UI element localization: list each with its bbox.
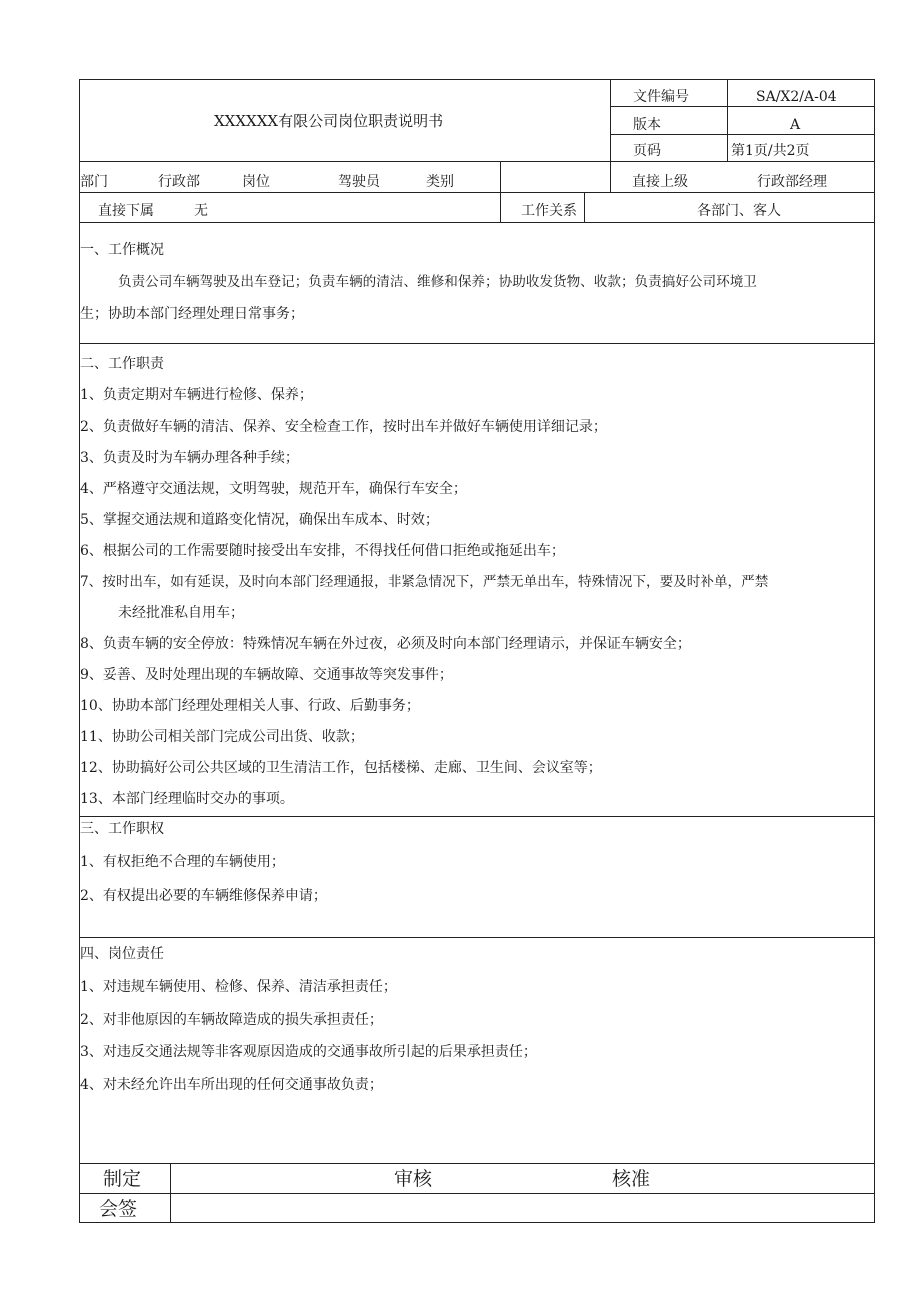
approved-label: 核准 — [612, 1168, 651, 1190]
superior-value: 行政部经理 — [757, 174, 827, 190]
duty-item: 10、协助本部门经理处理相关人事、行政、后勤事务； — [80, 698, 420, 714]
rule — [727, 79, 728, 161]
rule — [79, 222, 875, 223]
reviewed-label: 审核 — [394, 1168, 433, 1190]
rule — [610, 79, 611, 192]
authority-item: 1、有权拒绝不合理的车辆使用； — [80, 854, 285, 870]
duty-item: 3、负责及时为车辆办理各种手续； — [80, 450, 299, 466]
relation-label: 工作关系 — [521, 203, 577, 219]
doc-no-label: 文件编号 — [633, 89, 689, 105]
rule — [79, 192, 875, 193]
rule — [79, 937, 875, 938]
version-value: A — [790, 117, 801, 133]
responsibility-item: 1、对违规车辆使用、检修、保养、清洁承担责任； — [80, 979, 397, 995]
authority-item: 2、有权提出必要的车辆维修保养申请； — [80, 888, 327, 904]
rule — [79, 343, 875, 344]
duty-item: 4、严格遵守交通法规，文明驾驶，规范开车，确保行车安全； — [80, 481, 467, 497]
rule — [79, 816, 875, 817]
duty-item: 7、按时出车，如有延误，及时向本部门经理通报，非紧急情况下，严禁无单出车，特殊情况下，要及时补单，严禁 — [80, 574, 769, 590]
responsibility-heading: 四、岗位责任 — [80, 946, 164, 962]
overview-heading: 一、工作概况 — [80, 242, 164, 258]
countersign-label: 会签 — [99, 1198, 138, 1220]
duty-item: 8、负责车辆的安全停放：特殊情况车辆在外过夜，必须及时向本部门经理请示，并保证车辆安全； — [80, 636, 691, 652]
responsibility-item: 4、对未经允许出车所出现的任何交通事故负责； — [80, 1077, 383, 1093]
page-label: 页码 — [633, 143, 661, 159]
responsibility-item: 2、对非他原因的车辆故障造成的损失承担责任； — [80, 1012, 383, 1028]
dept-label: 部门 — [80, 174, 108, 190]
post-label: 岗位 — [242, 174, 270, 190]
subordinate-value: 无 — [194, 203, 208, 219]
page-title: XXXXXX有限公司岗位职责说明书 — [214, 112, 444, 130]
duty-item: 1、负责定期对车辆进行检修、保养； — [80, 387, 313, 403]
rule — [610, 134, 875, 135]
duty-item: 5、掌握交通法规和道路变化情况，确保出车成本、时效； — [80, 512, 439, 528]
doc-no-value: SA/X2/A-04 — [756, 89, 837, 105]
subordinate-label: 直接下属 — [98, 203, 154, 219]
rule — [500, 161, 501, 222]
superior-label: 直接上级 — [632, 174, 688, 190]
version-label: 版本 — [633, 117, 661, 133]
rule — [170, 1163, 171, 1223]
responsibility-item: 3、对违反交通法规等非客观原因造成的交通事故所引起的后果承担责任； — [80, 1044, 537, 1060]
prepared-label: 制定 — [103, 1168, 142, 1190]
rule — [584, 192, 585, 222]
duty-item: 12、协助搞好公司公共区域的卫生清洁工作，包括楼梯、走廊、卫生间、会议室等； — [80, 760, 602, 776]
rule — [79, 1163, 875, 1164]
rule — [79, 1193, 875, 1194]
category-label: 类别 — [426, 174, 454, 190]
duty-item: 13、本部门经理临时交办的事项。 — [80, 791, 294, 807]
relation-value: 各部门、客人 — [697, 203, 781, 219]
overview-text: 生；协助本部门经理处理日常事务； — [80, 306, 304, 322]
post-value: 驾驶员 — [338, 174, 380, 190]
authority-heading: 三、工作职权 — [80, 821, 164, 837]
rule — [79, 161, 875, 162]
rule — [610, 106, 875, 107]
duty-item: 11、协助公司相关部门完成公司出货、收款； — [80, 729, 364, 745]
dept-value: 行政部 — [158, 174, 200, 190]
duties-heading: 二、工作职责 — [80, 356, 164, 372]
duty-item: 2、负责做好车辆的清洁、保养、安全检查工作，按时出车并做好车辆使用详细记录； — [80, 419, 607, 435]
duty-item: 9、妥善、及时处理出现的车辆故障、交通事故等突发事件； — [80, 667, 453, 683]
overview-text: 负责公司车辆驾驶及出车登记；负责车辆的清洁、维修和保养；协助收发货物、收款；负责搞好公司环境卫 — [118, 274, 757, 290]
page-value: 第1页/共2页 — [731, 143, 810, 159]
duty-item: 未经批准私自用车； — [118, 605, 244, 621]
duty-item: 6、根据公司的工作需要随时接受出车安排，不得找任何借口拒绝或拖延出车； — [80, 543, 565, 559]
